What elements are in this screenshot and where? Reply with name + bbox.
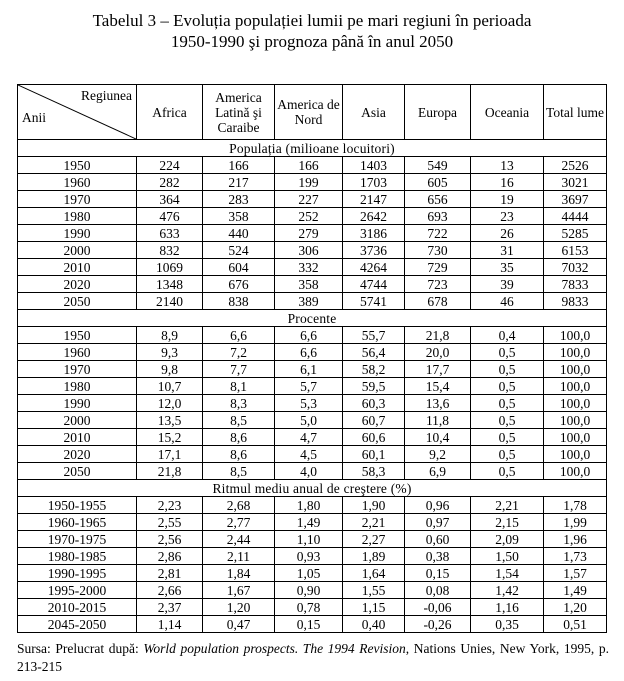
value-cell: 166 xyxy=(203,157,275,174)
value-cell: 10,7 xyxy=(137,378,203,395)
value-cell: 2147 xyxy=(343,191,405,208)
value-cell: 1,49 xyxy=(275,514,343,531)
value-cell: 100,0 xyxy=(544,429,607,446)
value-cell: 166 xyxy=(275,157,343,174)
value-cell: 100,0 xyxy=(544,412,607,429)
value-cell: 6,1 xyxy=(275,361,343,378)
value-cell: 60,7 xyxy=(343,412,405,429)
value-cell: 4,5 xyxy=(275,446,343,463)
value-cell: 389 xyxy=(275,293,343,310)
value-cell: 0,15 xyxy=(405,565,471,582)
table-row xyxy=(18,361,607,378)
value-cell: 0,08 xyxy=(405,582,471,599)
table-row xyxy=(18,174,607,191)
value-cell: 2140 xyxy=(137,293,203,310)
value-cell: 0,5 xyxy=(471,463,544,480)
value-cell: 100,0 xyxy=(544,361,607,378)
value-cell: 729 xyxy=(405,259,471,276)
value-cell: 2,37 xyxy=(137,599,203,616)
year-cell: 1990-1995 xyxy=(18,565,137,582)
value-cell: 56,4 xyxy=(343,344,405,361)
value-cell: 199 xyxy=(275,174,343,191)
value-cell: 16 xyxy=(471,174,544,191)
value-cell: 0,90 xyxy=(275,582,343,599)
table-row xyxy=(18,225,607,242)
population-table xyxy=(17,84,607,633)
value-cell: 5,3 xyxy=(275,395,343,412)
value-cell: 13,6 xyxy=(405,395,471,412)
value-cell: 4,0 xyxy=(275,463,343,480)
value-cell: 23 xyxy=(471,208,544,225)
table-row xyxy=(18,242,607,259)
value-cell: 8,5 xyxy=(203,463,275,480)
value-cell: 440 xyxy=(203,225,275,242)
value-cell: 3736 xyxy=(343,242,405,259)
year-cell: 1970-1975 xyxy=(18,531,137,548)
table-row xyxy=(18,446,607,463)
value-cell: 0,38 xyxy=(405,548,471,565)
corner-label-region: Regiunea xyxy=(81,88,132,103)
value-cell: 8,3 xyxy=(203,395,275,412)
value-cell: 8,6 xyxy=(203,429,275,446)
value-cell: 100,0 xyxy=(544,395,607,412)
value-cell: 100,0 xyxy=(544,378,607,395)
corner-header-cell xyxy=(18,85,137,140)
value-cell: 60,1 xyxy=(343,446,405,463)
value-cell: 1,14 xyxy=(137,616,203,633)
value-cell: 60,3 xyxy=(343,395,405,412)
section-title: Ritmul mediu anual de creştere (%) xyxy=(18,480,607,497)
value-cell: 676 xyxy=(203,276,275,293)
value-cell: 7,7 xyxy=(203,361,275,378)
value-cell: 8,9 xyxy=(137,327,203,344)
year-cell: 1950-1955 xyxy=(18,497,137,514)
value-cell: 0,5 xyxy=(471,378,544,395)
value-cell: 722 xyxy=(405,225,471,242)
value-cell: 13,5 xyxy=(137,412,203,429)
value-cell: 2,11 xyxy=(203,548,275,565)
value-cell: 2,86 xyxy=(137,548,203,565)
value-cell: 58,2 xyxy=(343,361,405,378)
year-cell: 2010-2015 xyxy=(18,599,137,616)
value-cell: 2,56 xyxy=(137,531,203,548)
value-cell: 15,4 xyxy=(405,378,471,395)
value-cell: 1,67 xyxy=(203,582,275,599)
table-row xyxy=(18,565,607,582)
value-cell: 8,5 xyxy=(203,412,275,429)
table-row xyxy=(18,259,607,276)
year-cell: 1970 xyxy=(18,361,137,378)
source-title: World population prospects. The 1994 Revision xyxy=(143,641,406,656)
value-cell: 224 xyxy=(137,157,203,174)
value-cell: 6153 xyxy=(544,242,607,259)
value-cell: 2,23 xyxy=(137,497,203,514)
title-line-2: 1950-1990 şi prognoza până în anul 2050 xyxy=(170,32,454,51)
column-header: America Latină şi Caraibe xyxy=(203,85,275,140)
header-row xyxy=(18,85,607,140)
value-cell: 1,80 xyxy=(275,497,343,514)
value-cell: 364 xyxy=(137,191,203,208)
value-cell: 633 xyxy=(137,225,203,242)
value-cell: 100,0 xyxy=(544,463,607,480)
year-cell: 1980-1985 xyxy=(18,548,137,565)
value-cell: 1,49 xyxy=(544,582,607,599)
value-cell: 6,6 xyxy=(203,327,275,344)
value-cell: 306 xyxy=(275,242,343,259)
year-cell: 2045-2050 xyxy=(18,616,137,633)
value-cell: 3021 xyxy=(544,174,607,191)
value-cell: 8,1 xyxy=(203,378,275,395)
year-cell: 1990 xyxy=(18,395,137,412)
value-cell: 0,51 xyxy=(544,616,607,633)
value-cell: 358 xyxy=(275,276,343,293)
source-note xyxy=(17,640,609,676)
value-cell: 1,55 xyxy=(343,582,405,599)
value-cell: 100,0 xyxy=(544,344,607,361)
year-cell: 2010 xyxy=(18,259,137,276)
table-row xyxy=(18,344,607,361)
table-body xyxy=(18,140,607,633)
value-cell: 838 xyxy=(203,293,275,310)
year-cell: 1970 xyxy=(18,191,137,208)
value-cell: 283 xyxy=(203,191,275,208)
value-cell: 723 xyxy=(405,276,471,293)
value-cell: 1,78 xyxy=(544,497,607,514)
year-cell: 1960 xyxy=(18,344,137,361)
value-cell: 1,64 xyxy=(343,565,405,582)
value-cell: 2,15 xyxy=(471,514,544,531)
column-header: Total lume xyxy=(544,85,607,140)
value-cell: 8,6 xyxy=(203,446,275,463)
value-cell: 1,05 xyxy=(275,565,343,582)
value-cell: 2,21 xyxy=(471,497,544,514)
value-cell: 7032 xyxy=(544,259,607,276)
section-title: Populația (milioane locuitori) xyxy=(18,140,607,157)
value-cell: 3697 xyxy=(544,191,607,208)
value-cell: 13 xyxy=(471,157,544,174)
value-cell: 1,96 xyxy=(544,531,607,548)
value-cell: 2,81 xyxy=(137,565,203,582)
value-cell: -0,06 xyxy=(405,599,471,616)
value-cell: 2,21 xyxy=(343,514,405,531)
year-cell: 1980 xyxy=(18,208,137,225)
section-row xyxy=(18,480,607,497)
table-row xyxy=(18,497,607,514)
value-cell: 4744 xyxy=(343,276,405,293)
value-cell: 12,0 xyxy=(137,395,203,412)
value-cell: 2,77 xyxy=(203,514,275,531)
value-cell: 1,89 xyxy=(343,548,405,565)
value-cell: 0,40 xyxy=(343,616,405,633)
value-cell: 2,68 xyxy=(203,497,275,514)
value-cell: 1,84 xyxy=(203,565,275,582)
value-cell: 17,7 xyxy=(405,361,471,378)
table-row xyxy=(18,616,607,633)
value-cell: 1,15 xyxy=(343,599,405,616)
year-cell: 1950 xyxy=(18,327,137,344)
year-cell: 2010 xyxy=(18,429,137,446)
year-cell: 1960 xyxy=(18,174,137,191)
table-row xyxy=(18,191,607,208)
column-header: Asia xyxy=(343,85,405,140)
value-cell: 0,93 xyxy=(275,548,343,565)
value-cell: 252 xyxy=(275,208,343,225)
value-cell: 6,9 xyxy=(405,463,471,480)
table-row xyxy=(18,327,607,344)
value-cell: 358 xyxy=(203,208,275,225)
value-cell: 1,99 xyxy=(544,514,607,531)
value-cell: 0,5 xyxy=(471,395,544,412)
year-cell: 2020 xyxy=(18,276,137,293)
table-row xyxy=(18,599,607,616)
value-cell: 2,44 xyxy=(203,531,275,548)
value-cell: 832 xyxy=(137,242,203,259)
value-cell: 3186 xyxy=(343,225,405,242)
table-row xyxy=(18,463,607,480)
value-cell: 0,4 xyxy=(471,327,544,344)
value-cell: 17,1 xyxy=(137,446,203,463)
table-row xyxy=(18,531,607,548)
year-cell: 1960-1965 xyxy=(18,514,137,531)
value-cell: 15,2 xyxy=(137,429,203,446)
source-prefix: Sursa: Prelucrat după: xyxy=(17,641,144,656)
value-cell: 59,5 xyxy=(343,378,405,395)
value-cell: 0,60 xyxy=(405,531,471,548)
value-cell: 10,4 xyxy=(405,429,471,446)
value-cell: 678 xyxy=(405,293,471,310)
year-cell: 2000 xyxy=(18,242,137,259)
value-cell: 227 xyxy=(275,191,343,208)
value-cell: 1,20 xyxy=(544,599,607,616)
value-cell: 31 xyxy=(471,242,544,259)
value-cell: 1,42 xyxy=(471,582,544,599)
year-cell: 1950 xyxy=(18,157,137,174)
value-cell: 9,3 xyxy=(137,344,203,361)
value-cell: 1,57 xyxy=(544,565,607,582)
value-cell: 1,90 xyxy=(343,497,405,514)
value-cell: 5741 xyxy=(343,293,405,310)
table-row xyxy=(18,276,607,293)
value-cell: 0,15 xyxy=(275,616,343,633)
table-row xyxy=(18,548,607,565)
column-header: America de Nord xyxy=(275,85,343,140)
value-cell: 5285 xyxy=(544,225,607,242)
value-cell: 4264 xyxy=(343,259,405,276)
value-cell: 2,09 xyxy=(471,531,544,548)
year-cell: 1995-2000 xyxy=(18,582,137,599)
year-cell: 2020 xyxy=(18,446,137,463)
value-cell: 26 xyxy=(471,225,544,242)
value-cell: 0,5 xyxy=(471,446,544,463)
value-cell: 524 xyxy=(203,242,275,259)
value-cell: 7,2 xyxy=(203,344,275,361)
value-cell: 0,96 xyxy=(405,497,471,514)
corner-label-years: Anii xyxy=(22,110,47,125)
value-cell: 4,7 xyxy=(275,429,343,446)
value-cell: 1,20 xyxy=(203,599,275,616)
value-cell: 1,10 xyxy=(275,531,343,548)
year-cell: 2000 xyxy=(18,412,137,429)
table-row xyxy=(18,395,607,412)
value-cell: 9,8 xyxy=(137,361,203,378)
value-cell: 730 xyxy=(405,242,471,259)
value-cell: 217 xyxy=(203,174,275,191)
value-cell: 21,8 xyxy=(405,327,471,344)
value-cell: 2,55 xyxy=(137,514,203,531)
value-cell: 1,54 xyxy=(471,565,544,582)
value-cell: 0,5 xyxy=(471,412,544,429)
value-cell: 656 xyxy=(405,191,471,208)
value-cell: 100,0 xyxy=(544,446,607,463)
value-cell: 9,2 xyxy=(405,446,471,463)
value-cell: 0,5 xyxy=(471,344,544,361)
value-cell: 2,66 xyxy=(137,582,203,599)
value-cell: 1,16 xyxy=(471,599,544,616)
value-cell: 0,35 xyxy=(471,616,544,633)
value-cell: 2642 xyxy=(343,208,405,225)
value-cell: 20,0 xyxy=(405,344,471,361)
value-cell: 1703 xyxy=(343,174,405,191)
table-row xyxy=(18,429,607,446)
value-cell: 55,7 xyxy=(343,327,405,344)
value-cell: 2,27 xyxy=(343,531,405,548)
value-cell: 9833 xyxy=(544,293,607,310)
value-cell: 605 xyxy=(405,174,471,191)
value-cell: 1403 xyxy=(343,157,405,174)
value-cell: 21,8 xyxy=(137,463,203,480)
value-cell: 2526 xyxy=(544,157,607,174)
section-row xyxy=(18,310,607,327)
source-suffix: , Nations Unies, New York, 1995, p. 213-215 xyxy=(17,641,609,674)
section-title: Procente xyxy=(18,310,607,327)
value-cell: 100,0 xyxy=(544,327,607,344)
table-row xyxy=(18,208,607,225)
value-cell: 6,6 xyxy=(275,344,343,361)
column-header: Africa xyxy=(137,85,203,140)
year-cell: 1980 xyxy=(18,378,137,395)
value-cell: 1,50 xyxy=(471,548,544,565)
value-cell: 476 xyxy=(137,208,203,225)
value-cell: 0,5 xyxy=(471,429,544,446)
value-cell: 282 xyxy=(137,174,203,191)
table-row xyxy=(18,582,607,599)
section-row xyxy=(18,140,607,157)
table-title xyxy=(0,10,624,52)
value-cell: 6,6 xyxy=(275,327,343,344)
value-cell: 58,3 xyxy=(343,463,405,480)
value-cell: 1,73 xyxy=(544,548,607,565)
value-cell: 332 xyxy=(275,259,343,276)
value-cell: 39 xyxy=(471,276,544,293)
value-cell: -0,26 xyxy=(405,616,471,633)
value-cell: 1069 xyxy=(137,259,203,276)
value-cell: 4444 xyxy=(544,208,607,225)
table-row xyxy=(18,378,607,395)
table-row xyxy=(18,514,607,531)
value-cell: 549 xyxy=(405,157,471,174)
value-cell: 0,78 xyxy=(275,599,343,616)
column-header: Europa xyxy=(405,85,471,140)
value-cell: 693 xyxy=(405,208,471,225)
value-cell: 19 xyxy=(471,191,544,208)
table-row xyxy=(18,293,607,310)
value-cell: 279 xyxy=(275,225,343,242)
value-cell: 11,8 xyxy=(405,412,471,429)
value-cell: 5,0 xyxy=(275,412,343,429)
value-cell: 604 xyxy=(203,259,275,276)
table-row xyxy=(18,412,607,429)
value-cell: 5,7 xyxy=(275,378,343,395)
value-cell: 0,5 xyxy=(471,361,544,378)
value-cell: 0,47 xyxy=(203,616,275,633)
value-cell: 1348 xyxy=(137,276,203,293)
value-cell: 0,97 xyxy=(405,514,471,531)
title-line-1: Tabelul 3 – Evoluția populației lumii pe mari regiuni în perioada xyxy=(92,11,532,30)
year-cell: 1990 xyxy=(18,225,137,242)
value-cell: 60,6 xyxy=(343,429,405,446)
column-header: Oceania xyxy=(471,85,544,140)
value-cell: 7833 xyxy=(544,276,607,293)
year-cell: 2050 xyxy=(18,293,137,310)
year-cell: 2050 xyxy=(18,463,137,480)
value-cell: 46 xyxy=(471,293,544,310)
value-cell: 35 xyxy=(471,259,544,276)
table-row xyxy=(18,157,607,174)
